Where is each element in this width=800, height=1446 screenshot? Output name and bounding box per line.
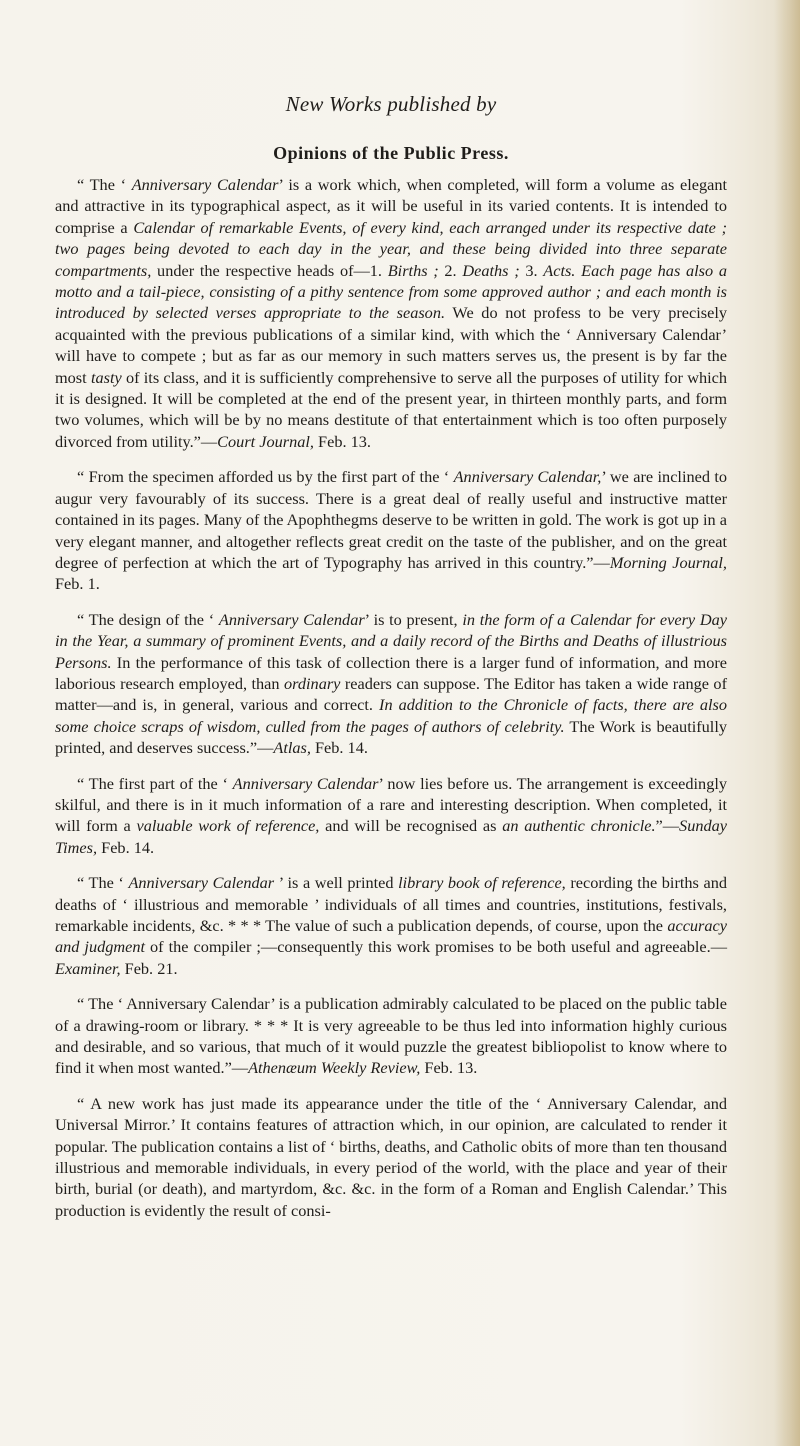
text-run: ’ is a well printed <box>274 873 399 893</box>
text-run: recording the births and deaths of ‘ illustrious and memorable ’ individuals of all times and countries, institutions, festivals, remarkable incidents, &c. * * * The value of such a publication depends, of course, upon the <box>55 873 727 935</box>
text-run: ’ is a work which, when completed, will form a volume as elegant and attractive in its typographical aspect, as it will be useful in its varied contents. It is intended to comprise a <box>55 175 727 237</box>
text-run: “ The first part of the ‘ <box>77 773 233 793</box>
italic-run: accuracy and judgment <box>55 916 727 957</box>
italic-run: Each page has also a motto and a tail-piece, consisting of a pithy sentence from some approved author ; and each month is introduced by selected verses appropriate to the season. <box>55 260 728 323</box>
text-run: “ A new work has just made its appearance under the title of the ‘ Anniversary Calendar, and Universal Mirror.’ It contains features of attraction which, in our opinion, are calculated to render it popular. The publication contains a list of ‘ births, deaths, and Catholic obits of more than ten thousand illustrious and memorable individuals, in every period of the world, with the place and year of their birth, burial (or death), and martyrdom, &c. &c. in the form of a Roman and English Calendar.’ This production is evidently the result of consi- <box>55 1093 727 1220</box>
text-run: “ The ‘ <box>77 175 132 194</box>
text-run: “ From the specimen afforded us by the first part of the ‘ <box>77 467 454 487</box>
review-paragraph <box>55 1093 727 1221</box>
review-paragraph <box>55 609 727 759</box>
italic-run: Morning Journal, <box>609 552 728 572</box>
text-run: 2. <box>438 260 463 280</box>
italic-run: Anniversary Calendar <box>131 175 279 194</box>
text-run: of its class, and it is sufficiently comprehensive to serve all the purposes of utility for which it is designed. It will be completed at the end of the present year, in thirteen monthly parts, and form two volumes, which will be by no means destitute of that entertainment which is too often purposely divorced from utility.”— <box>55 367 727 451</box>
italic-run: Sunday Times, <box>55 816 727 857</box>
italic-run: In addition to the Chronicle of facts, there are also some choice scraps of wisdom, culled from the pages of authors of celebrity. <box>55 695 727 736</box>
page-edge-stain <box>774 0 800 1446</box>
text-run: ’ now lies before us. The arrangement is exceedingly skilful, and there is in it much information of a rare and interesting description. When completed, it will form a <box>55 773 727 836</box>
text-run: Feb. 1. <box>55 574 100 594</box>
italic-run: tasty <box>90 367 122 387</box>
text-run: 3. <box>519 260 544 280</box>
italic-run: Examiner, <box>55 958 121 978</box>
italic-run: in the form of a Calendar for every Day in the Year, a summary of prominent Events, and a daily record of the Births and Deaths of illustrious Persons. <box>55 609 727 672</box>
text-run: readers can suppose. The Editor has taken a wide range of matter—and is, in general, various and correct. <box>55 673 727 715</box>
text-run: Feb. 14. <box>310 738 368 758</box>
text-run: ’ is to present, <box>364 609 463 629</box>
review-paragraph <box>55 993 727 1079</box>
review-paragraph <box>55 872 727 979</box>
italic-run: Anniversary Calendar, <box>453 467 602 487</box>
text-run: We do not profess to be very precisely acquainted with the previous publications of a similar kind, with which the ‘ Anniversary Calendar’ will have to compete ; but as far as our memory in such matters serves us, the present is by far the most <box>55 303 727 387</box>
italic-run: ordinary <box>284 673 341 693</box>
italic-run: library book of reference, <box>398 873 566 893</box>
text-run: ’ we are inclined to augur very favourably of its success. There is a great deal of really useful and instructive matter contained in its pages. Many of the Apophthegms deserve to be written in gold. The work is got up in a very elegant manner, and altogether reflects great credit on the taste of the publisher, and on the great degree of perfection at which the art of Typography has arrived in this country.”— <box>55 467 728 572</box>
italic-run: Court Journal, <box>217 431 314 451</box>
text-run: Feb. 13. <box>420 1058 478 1078</box>
text-run: ”— <box>655 816 680 836</box>
page-content <box>55 92 727 1235</box>
text-run: “ The ‘ <box>77 873 129 893</box>
review-list <box>55 174 727 1221</box>
italic-run: Anniversary Calendar <box>232 773 379 793</box>
italic-run: Births ; <box>387 260 439 280</box>
review-paragraph <box>55 466 727 594</box>
text-run: of the compiler ;—consequently this work promises to be both useful and agreeable.— <box>145 937 727 957</box>
text-run: Feb. 13. <box>313 431 371 451</box>
italic-run: Anniversary Calendar <box>128 873 275 893</box>
text-run: Feb. 14. <box>97 837 155 857</box>
italic-run: Athenæum Weekly Review, <box>248 1058 421 1078</box>
text-run: and will be recognised as <box>319 816 503 836</box>
italic-run: valuable work of reference, <box>136 816 320 836</box>
review-paragraph <box>55 174 727 452</box>
italic-run: an authentic chronicle. <box>502 816 656 836</box>
italic-run: Atlas, <box>273 738 311 758</box>
section-title: Opinions of the Public Press. <box>273 143 509 163</box>
text-run: “ The design of the ‘ <box>77 609 219 629</box>
text-run: “ The ‘ Anniversary Calendar’ is a publication admirably calculated to be placed on the public table of a drawing-room or library. * * * It is very agreeable to be thus led into information highly curious and desirable, and so various, that much of it would puzzle the greatest bibliopolist to know where to find it when most wanted.”— <box>55 994 727 1078</box>
running-head: New Works published by <box>285 92 497 116</box>
italic-run: Deaths ; <box>462 260 520 280</box>
review-paragraph <box>55 773 727 859</box>
text-run: The Work is beautifully printed, and deserves success.”— <box>55 716 727 758</box>
italic-run: Acts. <box>543 260 576 280</box>
text-run: Feb. 21. <box>120 958 178 978</box>
italic-run: Calendar of remarkable Events, of every kind, each arranged under its respective date ; two pages being devoted to each day in the year, and these being divided into three separate compartments, <box>55 217 728 280</box>
text-run: under the respective heads of—1. <box>151 260 388 280</box>
italic-run: Anniversary Calendar <box>218 609 365 629</box>
text-run: In the performance of this task of collection there is a larger fund of information, and more laborious research employed, than <box>55 652 727 693</box>
